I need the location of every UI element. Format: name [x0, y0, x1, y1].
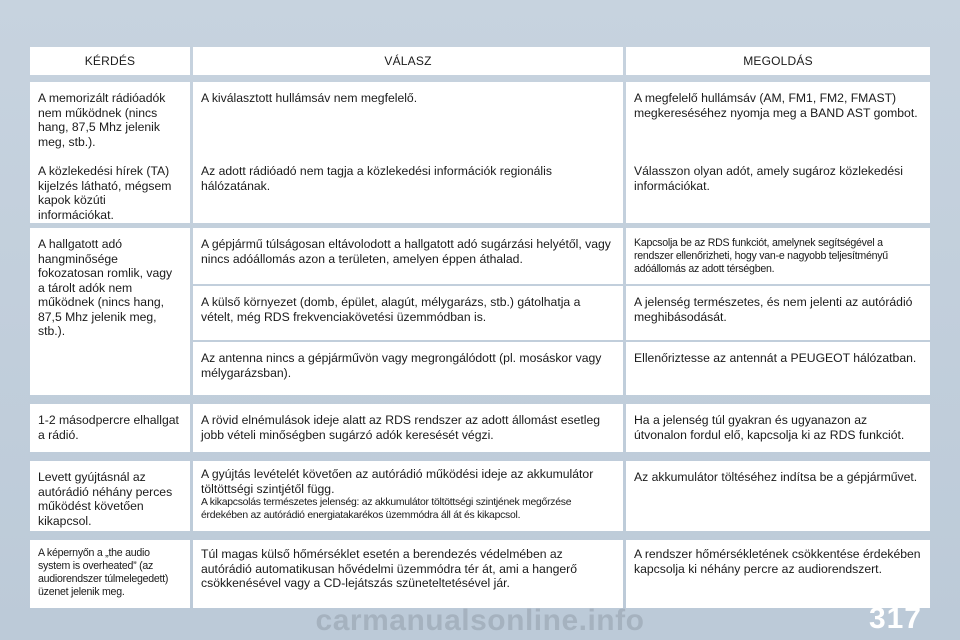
answer-cell: A kiválasztott hullámsáv nem megfelelő.: [193, 82, 623, 155]
answer-cell: Túl magas külső hőmérséklet esetén a berendezés védelmében az autórádió automatikusan hővédelmi üzemmódra tér át, ami a hangerő csökkenésével vagy a CD-lejátszás szüneteltetésével jár.: [193, 540, 623, 608]
solution-cell: Ha a jelenség túl gyakran és ugyanazon az útvonalon fordul elő, kapcsolja ki az RDS funkciót.: [626, 404, 930, 452]
solution-cell: A jelenség természetes, és nem jelenti az autórádió meghibásodását.: [626, 286, 930, 340]
answer-cell: A külső környezet (domb, épület, alagút, mélygarázs, stb.) gátolhatja a vételt, még RDS frekvenciakövetési üzemmódban is.: [193, 286, 623, 340]
watermark: carmanualsonline.info: [315, 604, 645, 637]
question-cell: A közlekedési hírek (TA) kijelzés látható, mégsem kapok közúti információkat.: [30, 155, 190, 223]
question-cell: A hallgatott adó hangminősége fokozatosan romlik, vagy a tárolt adók nem működnek (nincs hang, 87,5 Mhz jelenik meg, stb.).: [30, 228, 190, 395]
solution-cell: Ellenőriztesse az antennát a PEUGEOT hálózatban.: [626, 342, 930, 395]
solution-cell: Kapcsolja be az RDS funkciót, amelynek segítségével a rendszer ellenőrizheti, hogy van-e nagyobb teljesítményű adóállomás az adott térségben.: [626, 228, 930, 284]
header-question: KÉRDÉS: [30, 47, 190, 75]
question-cell: A memorizált rádióadók nem működnek (nincs hang, 87,5 Mhz jelenik meg, stb.).: [30, 82, 190, 155]
header-answer: VÁLASZ: [193, 47, 623, 75]
answer-note: A kikapcsolás természetes jelenség: az akkumulátor töltöttségi szintjének megőrzése érdekében az autórádió energiatakarékos üzemmódra áll át és kikapcsol.: [201, 497, 572, 521]
question-cell: Levett gyújtásnál az autórádió néhány perces működést követően kikapcsol.: [30, 461, 190, 531]
question-cell: A képernyőn a „the audio system is overheated” (az audiorendszer túlmelegedett) üzenet jelenik meg.: [30, 540, 190, 608]
solution-cell: Az akkumulátor töltéséhez indítsa be a gépjárművet.: [626, 461, 930, 531]
solution-cell: A rendszer hőmérsékletének csökkentése érdekében kapcsolja ki néhány percre az audiorendszert.: [626, 540, 930, 608]
answer-cell: A rövid elnémulások ideje alatt az RDS rendszer az adott állomást esetleg jobb vételi minőségben sugárzó adók keresését végzi.: [193, 404, 623, 452]
solution-cell: A megfelelő hullámsáv (AM, FM1, FM2, FMAST) megkereséséhez nyomja meg a BAND AST gombot.: [626, 82, 930, 155]
page-number: 317: [868, 602, 922, 635]
answer-cell: A gépjármű túlságosan eltávolodott a hallgatott adó sugárzási helyétől, vagy nincs adóállomás azon a területen, amelyen éppen áthalad.: [193, 228, 623, 284]
header-solution: MEGOLDÁS: [626, 47, 930, 75]
question-cell: 1-2 másodpercre elhallgat a rádió.: [30, 404, 190, 452]
answer-text: A gyújtás levételét követően az autórádió működési ideje az akkumulátor töltöttségi szintjétől függ.: [201, 467, 594, 496]
answer-cell: Az antenna nincs a gépjárművön vagy megrongálódott (pl. mosáskor vagy mélygarázsban).: [193, 342, 623, 395]
answer-cell: [193, 461, 623, 531]
answer-cell: Az adott rádióadó nem tagja a közlekedési információk regionális hálózatának.: [193, 155, 623, 223]
solution-cell: Válasszon olyan adót, amely sugároz közlekedési információkat.: [626, 155, 930, 223]
